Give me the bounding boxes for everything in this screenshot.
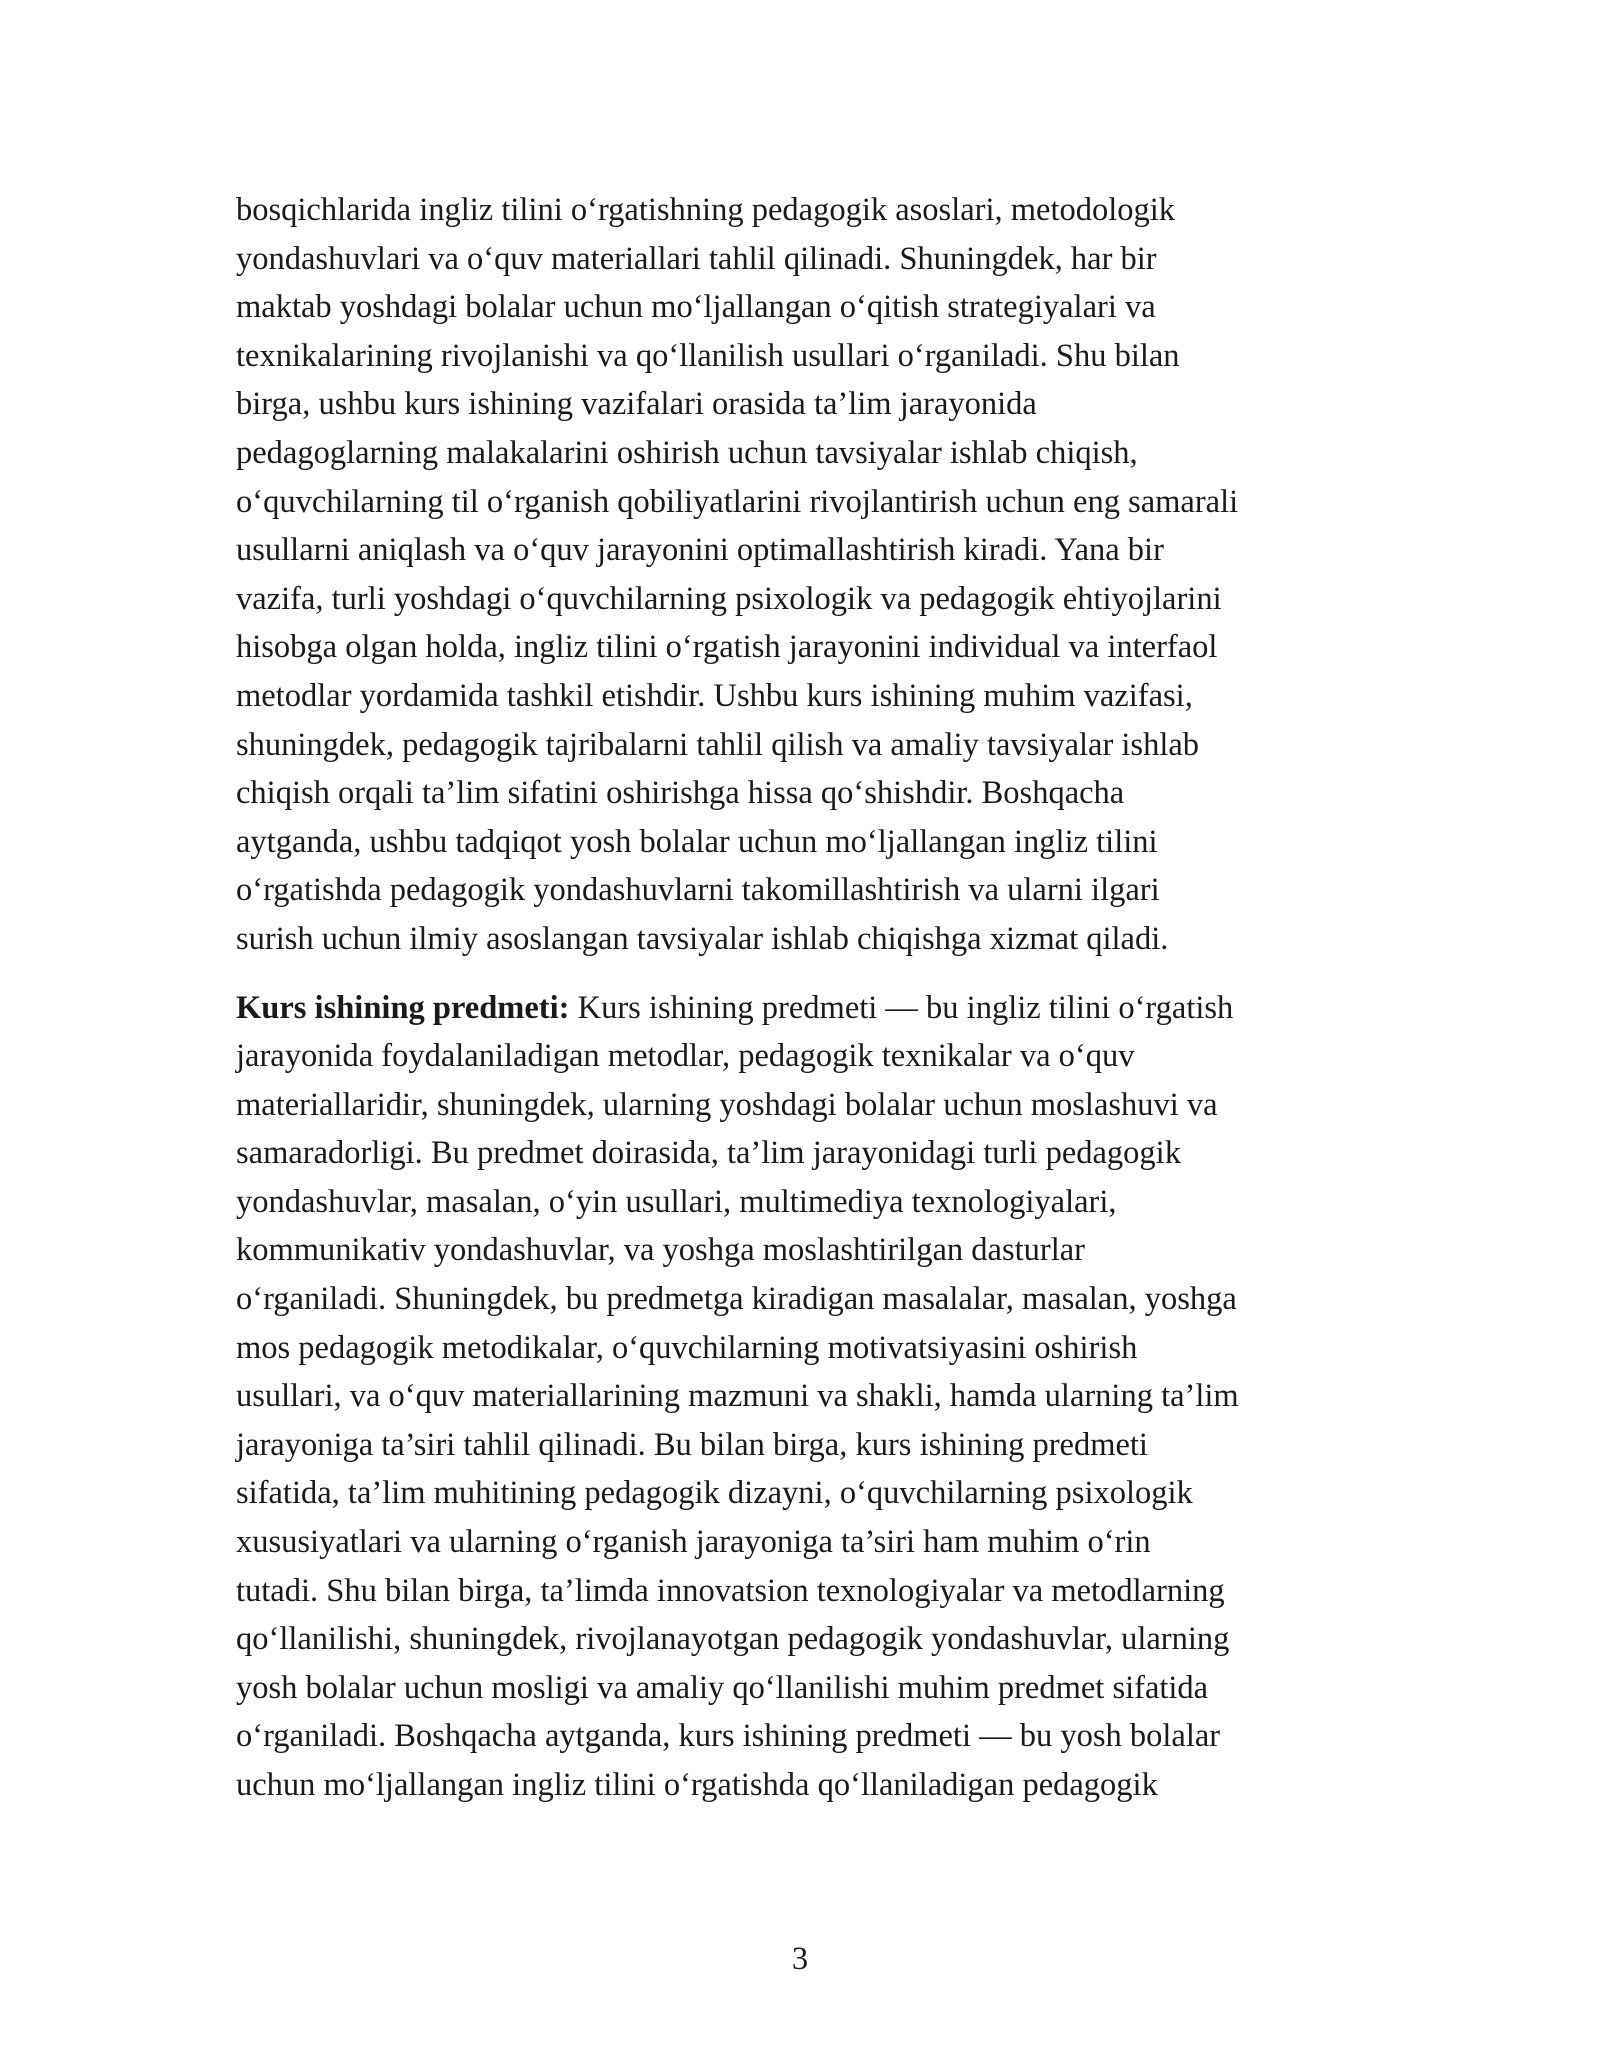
text-line: materiallaridir, shuningdek, ularning yoshdagi bolalar uchun moslashuvi va bbox=[236, 1086, 1218, 1123]
text-line: yondashuvlari va o‘quv materiallari tahlil qilinadi. Shuningdek, har bir bbox=[236, 240, 1157, 277]
text-line: hisobga olgan holda, ingliz tilini o‘rgatish jarayonini individual va interfaol bbox=[236, 629, 1218, 666]
text-line: usullarni aniqlash va o‘quv jarayonini optimallashtirish kiradi. Yana bir bbox=[236, 532, 1164, 569]
text-line: sifatida, ta’lim muhitining pedagogik dizayni, o‘quvchilarning psixologik bbox=[236, 1475, 1193, 1512]
text-line: yosh bolalar uchun mosligi va amaliy qo‘llanilishi muhim predmet sifatida bbox=[236, 1669, 1209, 1706]
page-number: 3 bbox=[791, 1941, 809, 1977]
text-line: aytganda, ushbu tadqiqot yosh bolalar uchun mo‘ljallangan ingliz tilini bbox=[236, 823, 1158, 860]
text-line bbox=[236, 984, 1376, 1033]
text-line: uchun mo‘ljallangan ingliz tilini o‘rgatishda qo‘llaniladigan pedagogik bbox=[236, 1767, 1158, 1803]
text-line: xususiyatlari va ularning o‘rganish jarayoniga ta’siri ham muhim o‘rin bbox=[236, 1524, 1151, 1561]
text-line-rest: Kurs ishining predmeti — bu ingliz tilini o‘rgatish bbox=[569, 989, 1234, 1026]
text-line: mos pedagogik metodikalar, o‘quvchilarning motivatsiyasini oshirish bbox=[236, 1329, 1138, 1366]
text-line: texnikalarining rivojlanishi va qo‘llanilish usullari o‘rganiladi. Shu bilan bbox=[236, 337, 1180, 374]
text-line: kommunikativ yondashuvlar, va yoshga moslashtirilgan dasturlar bbox=[236, 1232, 1085, 1269]
section-heading: Kurs ishining predmeti: bbox=[236, 989, 570, 1026]
text-line: jarayonida foydalaniladigan metodlar, pedagogik texnikalar va o‘quv bbox=[236, 1038, 1135, 1075]
text-line: jarayoniga ta’siri tahlil qilinadi. Bu bilan birga, kurs ishining predmeti bbox=[236, 1426, 1148, 1463]
text-line: birga, ushbu kurs ishining vazifalari orasida ta’lim jarayonida bbox=[236, 386, 1037, 423]
text-line: maktab yoshdagi bolalar uchun mo‘ljallangan o‘qitish strategiyalari va bbox=[236, 289, 1156, 326]
text-line: yondashuvlar, masalan, o‘yin usullari, multimediya texnologiyalari, bbox=[236, 1183, 1117, 1220]
text-line: vazifa, turli yoshdagi o‘quvchilarning psixologik va pedagogik ehtiyojlarini bbox=[236, 580, 1222, 617]
body-text bbox=[236, 186, 1376, 1810]
text-line: bosqichlarida ingliz tilini o‘rgatishning pedagogik asoslari, metodologik bbox=[236, 192, 1176, 228]
text-line: pedagoglarning malakalarini oshirish uchun tavsiyalar ishlab chiqish, bbox=[236, 434, 1138, 471]
text-line: samaradorligi. Bu predmet doirasida, ta’lim jarayonidagi turli pedagogik bbox=[236, 1135, 1181, 1172]
text-line: o‘rganiladi. Boshqacha aytganda, kurs ishining predmeti — bu yosh bolalar bbox=[236, 1718, 1221, 1755]
text-line: metodlar yordamida tashkil etishdir. Ushbu kurs ishining muhim vazifasi, bbox=[236, 677, 1193, 714]
text-line: chiqish orqali ta’lim sifatini oshirishga hissa qo‘shishdir. Boshqacha bbox=[236, 775, 1125, 812]
text-line: surish uchun ilmiy asoslangan tavsiyalar ishlab chiqishga xizmat qiladi. bbox=[236, 920, 1169, 957]
text-line: shuningdek, pedagogik tajribalarni tahlil qilish va amaliy tavsiyalar ishlab bbox=[236, 726, 1200, 763]
paragraph-tasks bbox=[236, 186, 1376, 964]
text-line: usullari, va o‘quv materiallarining mazmuni va shakli, hamda ularning ta’lim bbox=[236, 1378, 1239, 1415]
text-line: o‘rganiladi. Shuningdek, bu predmetga kiradigan masalalar, masalan, yoshga bbox=[236, 1281, 1237, 1318]
text-line: o‘rgatishda pedagogik yondashuvlarni takomillashtirish va ularni ilgari bbox=[236, 872, 1160, 909]
text-line: tutadi. Shu bilan birga, ta’limda innovatsion texnologiyalar va metodlarning bbox=[236, 1572, 1225, 1609]
text-line: qo‘llanilishi, shuningdek, rivojlanayotgan pedagogik yondashuvlar, ularning bbox=[236, 1621, 1230, 1658]
paragraph-subject bbox=[236, 984, 1376, 1810]
text-line: o‘quvchilarning til o‘rganish qobiliyatlarini rivojlantirish uchun eng samarali bbox=[236, 483, 1239, 520]
